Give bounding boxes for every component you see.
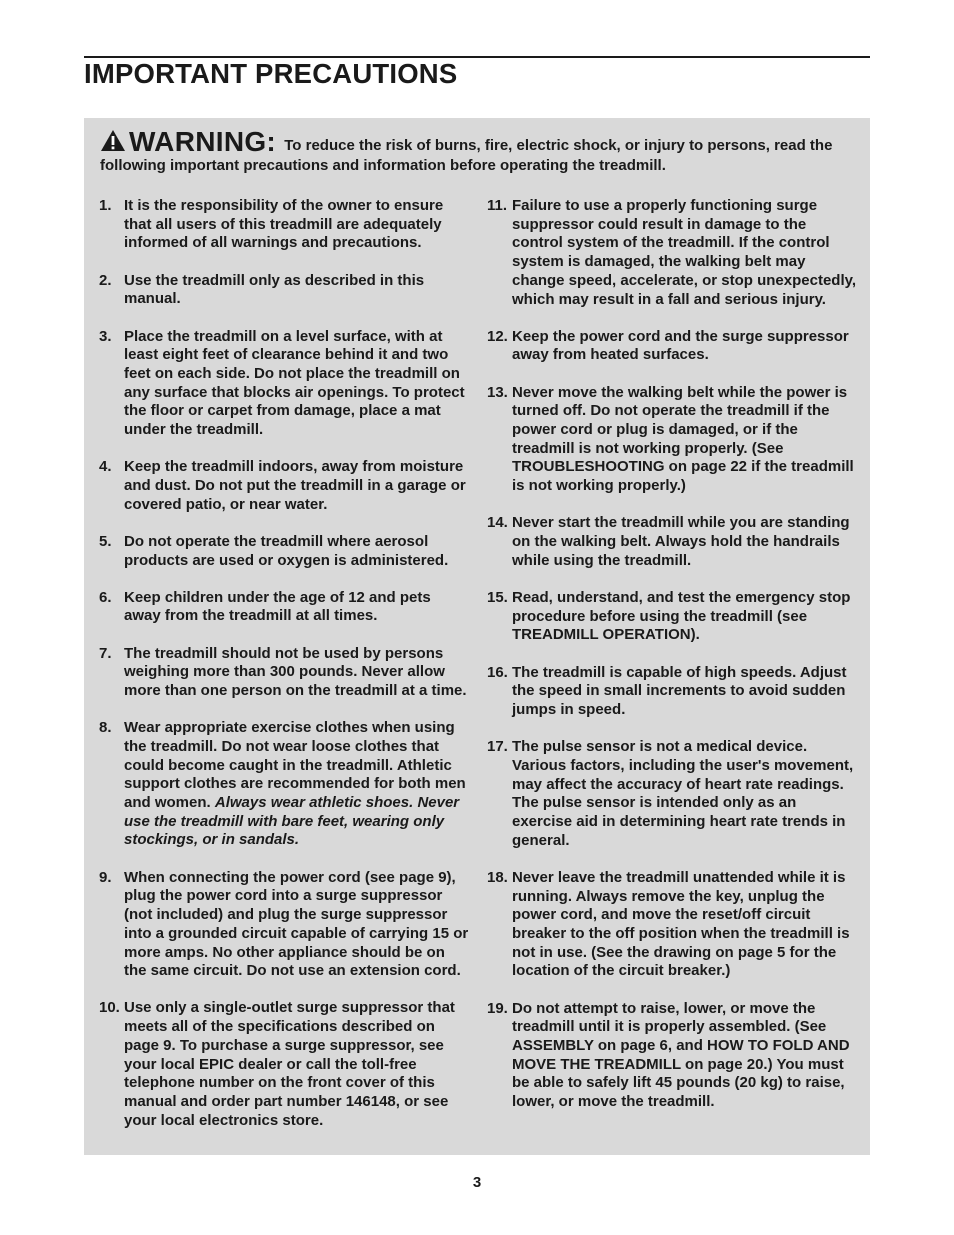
precaution-item [99,197,471,253]
precaution-text: Use the treadmill only as described in this manual. [124,271,425,308]
precaution-item [99,999,471,1130]
precaution-number: 4. [99,458,112,476]
precaution-number: 10. [99,999,120,1017]
precaution-item [487,384,859,496]
precaution-text: Failure to use a properly functioning surge suppressor could result in damage to the control system of the treadmill. If the control system is damaged, the walking belt may change speed, accelerate, or stop unexpectedly, which may result in a fall and serious injury. [512,197,857,308]
precautions-column-left [99,197,471,1149]
precaution-number: 1. [99,197,112,214]
precaution-number: 9. [99,868,112,886]
warning-heading: WARNING: [129,126,277,157]
precaution-number: 6. [99,588,112,606]
precaution-text: It is the responsibility of the owner to ensure that all users of this treadmill are adequately informed of all warnings and precautions. [124,197,444,252]
precaution-number: 18. [487,868,508,886]
precaution-text: Keep the power cord and the surge suppressor away from heated surfaces. [512,327,849,364]
warning-intro [100,128,858,175]
precaution-item [487,589,859,645]
precaution-text: Do not operate the treadmill where aerosol products are used or oxygen is administered. [124,532,449,569]
precaution-text: Read, understand, and test the emergency stop procedure before using the treadmill (see TREADMILL OPERATION). [512,588,851,644]
precaution-text: Use only a single-outlet surge suppressor that meets all of the specifications described on page 9. To purchase a surge suppressor, see your local EPIC dealer or call the toll-free telephone number on the front cover of this manual and order part number 146148, or see your local electronics store. [124,999,455,1129]
precaution-text: Never move the walking belt while the power is turned off. Do not operate the treadmill if the power cord or plug is damaged, or if the treadmill is not working properly. (See TROUBLESHOOTING on page 22 if the treadmill is not working properly.) [512,383,854,495]
precaution-item [99,458,471,514]
precaution-item [487,514,859,570]
precaution-number: 8. [99,719,112,737]
precaution-text: Never leave the treadmill unattended while it is running. Always remove the key, unplug the power cord, and move the reset/off circuit breaker to the off position when the treadmill is not in use. (See the drawing on page 5 for the location of the circuit breaker.) [512,868,850,980]
precaution-number: 15. [487,588,508,606]
precaution-text: Wear appropriate exercise clothes when using the treadmill. Do not wear loose clothes that could become caught in the treadmill. Athletic support clothes are recommended for both men and women. [124,719,466,812]
precaution-text: When connecting the power cord (see page 9), plug the power cord into a surge suppressor (not included) and plug the surge suppressor into a grounded circuit capable of carrying 15 or more amps. No other appliance should be on the same circuit. Do not use an extension cord. [124,868,469,980]
precaution-text: Do not attempt to raise, lower, or move the treadmill until it is properly assembled. (See ASSEMBLY on page 6, and HOW TO FOLD AND MOVE THE TREADMILL on page 20.) You must be able to safely lift 45 pounds (20 kg) to raise, lower, or move the treadmill. [512,999,850,1111]
precaution-number: 2. [99,271,112,289]
precaution-emphasis: Always wear athletic shoes. Never use the treadmill with bare feet, wearing only stockings, or in sandals. [124,794,460,849]
precaution-text: Place the treadmill on a level surface, with at least eight feet of clearance behind it and two feet on each side. Do not place the treadmill on any surface that blocks air openings. To protect the floor or carpet from damage, place a mat under the treadmill. [124,327,465,439]
precaution-item [487,738,859,850]
precautions-column-right [487,197,859,1130]
precaution-item [99,272,471,309]
precaution-number: 5. [99,532,112,550]
page-title: IMPORTANT PRECAUTIONS [84,58,458,89]
precaution-number: 19. [487,999,508,1017]
precaution-number: 11. [487,197,508,214]
precaution-number: 16. [487,663,508,681]
precaution-item [99,589,471,626]
precaution-text: Keep the treadmill indoors, away from moisture and dust. Do not put the treadmill in a garage or covered patio, or near water. [124,458,466,513]
precaution-item [99,719,471,850]
warning-intro-text: To reduce the risk of burns, fire, electric shock, or injury to persons, read the following important precautions and information before operating the treadmill. [100,137,833,174]
precaution-text: The pulse sensor is not a medical device. Various factors, including the user's movement, may affect the accuracy of heart rate readings. The pulse sensor is intended only as an exercise aid in determining heart rate trends in general. [512,738,854,849]
precaution-text: The treadmill should not be used by persons weighing more than 300 pounds. Never allow more than one person on the treadmill at a time. [124,644,467,700]
precaution-item [99,645,471,701]
precaution-number: 7. [99,644,112,662]
warning-box [84,118,870,1155]
precaution-item [487,1000,859,1112]
page-number: 3 [472,1174,482,1191]
precaution-number: 17. [487,738,508,756]
precaution-item [487,869,859,981]
precaution-item [487,664,859,720]
precaution-text: Keep children under the age of 12 and pets away from the treadmill at all times. [124,588,431,625]
precaution-item [487,197,859,309]
precaution-item [99,533,471,570]
precaution-item [99,328,471,440]
precaution-item [487,328,859,365]
precaution-number: 12. [487,327,508,345]
precaution-item [99,869,471,981]
warning-triangle-icon [100,129,126,152]
precaution-text: The treadmill is capable of high speeds. Adjust the speed in small increments to avoid sudden jumps in speed. [512,663,847,718]
precaution-number: 3. [99,327,112,345]
precaution-number: 14. [487,514,508,532]
precaution-number: 13. [487,383,508,401]
precaution-text: Never start the treadmill while you are standing on the walking belt. Always hold the handrails while using the treadmill. [512,514,850,569]
